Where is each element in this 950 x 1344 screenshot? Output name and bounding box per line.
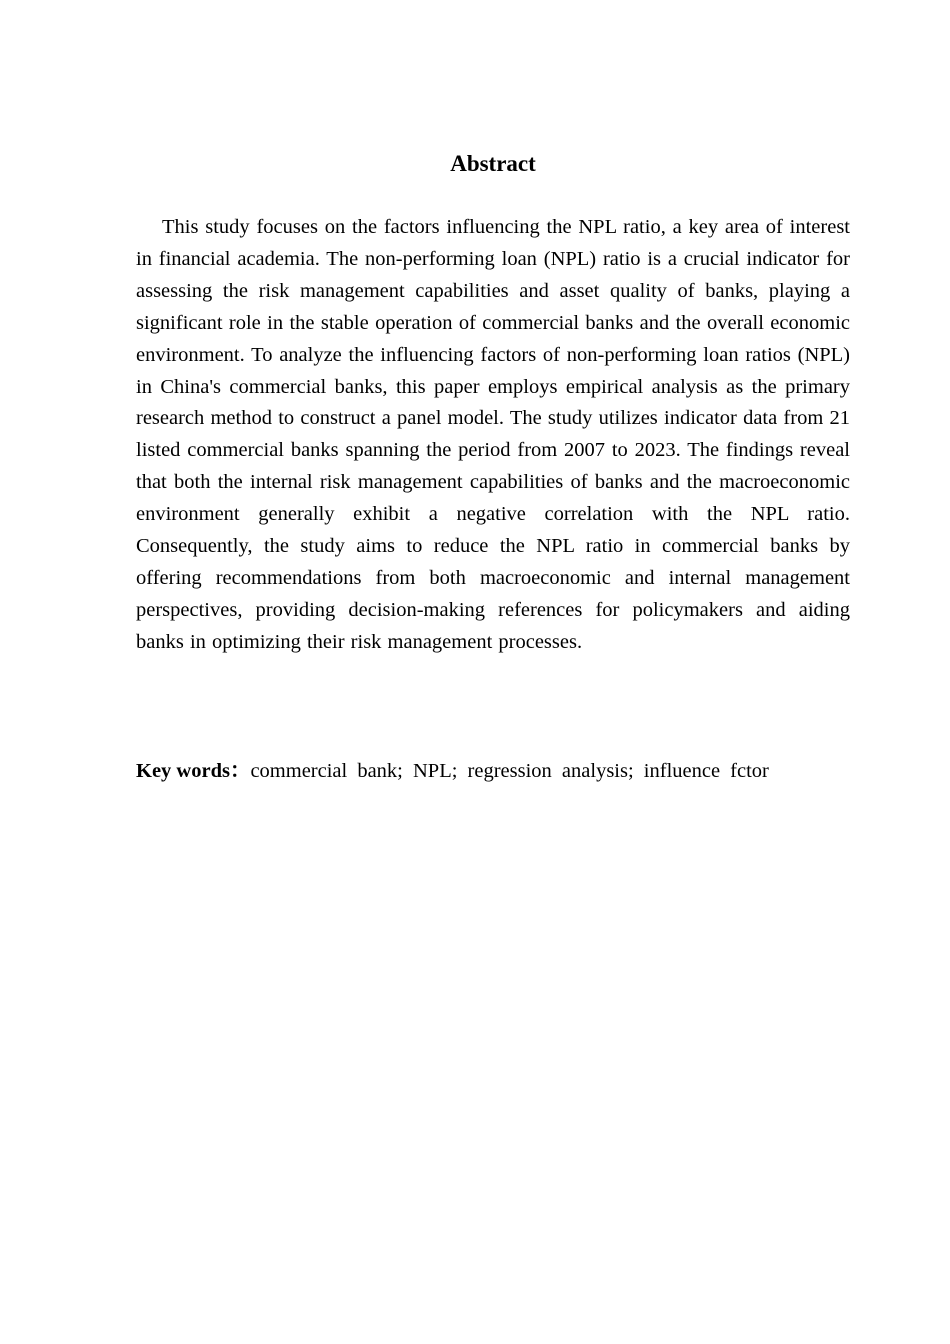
abstract-title: Abstract — [450, 151, 536, 176]
keywords-list: commercial bank; NPL; regression analysis; influence fctor — [250, 760, 769, 782]
keywords-line — [136, 755, 850, 787]
keywords-label: Key words： — [136, 760, 251, 782]
abstract-paragraph: This study focuses on the factors influencing the NPL ratio, a key area of interest in financial academia. The non-performing loan (NPL) ratio is a crucial indicator for assessing the risk management capabilities and asset quality of banks, playing a significant role in the stable operation of commercial banks and the overall economic environment. To analyze the influencing factors of non-performing loan ratios (NPL) in China's commercial banks, this paper employs empirical analysis as the primary research method to construct a panel model. The study utilizes indicator data from 21 listed commercial banks spanning the period from 2007 to 2023. The findings reveal that both the internal risk management capabilities of banks and the macroeconomic environment generally exhibit a negative correlation with the NPL ratio. Consequently, the study aims to reduce the NPL ratio in commercial banks by offering recommendations from both macroeconomic and internal management perspectives, providing decision-making references for policymakers and aiding banks in optimizing their risk management processes. — [136, 216, 850, 653]
